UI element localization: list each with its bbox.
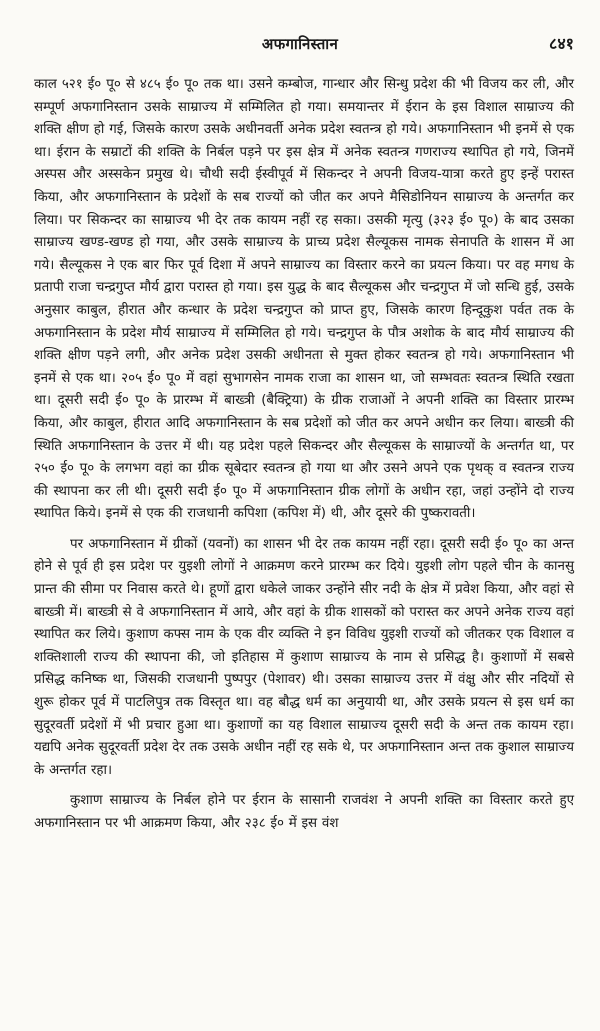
paragraph-sasanian-period: कुशाण साम्राज्य के निर्बल होने पर ईरान के सासानी राजवंश ने अपनी शक्ति का विस्तार करते हुए अफगानिस्तान पर भी आक्रमण किया, और २३८ ई० में इस वंश	[34, 793, 574, 831]
paragraph-kushan-period: पर अफगानिस्तान में ग्रीकों (यवनों) का शासन भी देर तक कायम नहीं रहा। दूसरी सदी ई० पू० का अन्त होने से पूर्व ही इस प्रदेश पर युइशी लोगों ने आक्रमण करने प्रारम्भ कर दिये। युइशी लोग पहले चीन के कानसु प्रान्त की सीमा पर निवास करते थे। हूणों द्वारा धकेले जाकर उन्होंने सीर नदी के क्षेत्र में प्रवेश किया, और वहां से बाख्त्री में। बाख्त्री से वे अफगानिस्तान में आये, और वहां के ग्रीक शासकों को परास्त कर अपने अनेक राज्य वहां स्थापित कर लिये। कुशाण कफ्स नाम के एक वीर व्यक्ति ने इन विविध युइशी राज्यों को जीतकर एक विशाल व शक्तिशाली राज्य की स्थापना की, जो इतिहास में कुशाण साम्राज्य के नाम से प्रसिद्ध है। कुशाणों में सबसे प्रसिद्ध कनिष्क था, जिसकी राजधानी पुष्पपुर (पेशावर) थी। उसका साम्राज्य उत्तर में वंक्षु और सीर नदियों से शुरू होकर पूर्व में पाटलिपुत्र तक विस्तृत था। वह बौद्ध धर्म का अनुयायी था, और उसके प्रयत्न से इस धर्म का सुदूरवर्ती प्रदेशों में भी प्रचार हुआ था। कुशाणों का यह विशाल साम्राज्य दूसरी सदी के अन्त तक कायम रहा। यद्यपि अनेक सुदूरवर्ती प्रदेश देर तक उसके अधीन नहीं रह सके थे, पर अफगानिस्तान अन्त तक कुशाल साम्राज्य के अन्तर्गत रहा।	[34, 536, 574, 778]
body-text	[34, 74, 574, 836]
page-number: ८४१	[549, 34, 574, 53]
page-header	[0, 34, 600, 60]
running-title: अफगानिस्तान	[261, 35, 339, 53]
paragraph-persian-greek-period: काल ५२१ ई० पू० से ४८५ ई० पू० तक था। उसने कम्बोज, गान्धार और सिन्धु प्रदेश की भी विजय कर ली, और सम्पूर्ण अफगानिस्तान उसके साम्राज्य में सम्मिलित हो गया। समयान्तर में ईरान के इस विशाल साम्राज्य की शक्ति क्षीण हो गई, जिसके कारण उसके अधीनवर्ती अनेक प्रदेश स्वतन्त्र हो गये। अफगानिस्तान भी इनमें से एक था। ईरान के सम्राटों की शक्ति के निर्बल पड़ने पर इस क्षेत्र में अनेक स्वतन्त्र गणराज्य स्थापित हो गये, जिनमें अस्पस और अस्सकेन प्रमुख थे। चौथी सदी ईस्वीपूर्व में सिकन्दर ने अपनी विजय-यात्रा करते हुए इन्हें परास्त किया, और अफगानिस्तान के प्रदेशों के सब राज्यों को जीत कर अपने मैसिडोनियन साम्राज्य के अन्तर्गत कर लिया। पर सिकन्दर का साम्राज्य भी देर तक कायम नहीं रह सका। उसकी मृत्यु (३२३ ई० पू०) के बाद उसका साम्राज्य खण्ड-खण्ड हो गया, और उसके साम्राज्य के प्राच्य प्रदेश सैल्यूकस नामक सेनापति के शासन में आ गये। सैल्यूकस ने एक बार फिर पूर्व दिशा में अपने साम्राज्य का विस्तार करने का प्रयत्न किया। पर वह मगध के प्रतापी राजा चन्द्रगुप्त मौर्य द्वारा परास्त हो गया। इस युद्ध के बाद सैल्यूकस और चन्द्रगुप्त में जो सन्धि हुई, उसके अनुसार काबुल, हीरात और कन्धार के प्रदेश चन्द्रगुप्त को प्राप्त हुए, जिसके कारण हिन्दूकुश पर्वत तक के अफगानिस्तान के प्रदेश मौर्य साम्राज्य में सम्मिलित हो गये। चन्द्रगुप्त के पौत्र अशोक के बाद मौर्य साम्राज्य की शक्ति क्षीण पड़ने लगी, और अनेक प्रदेश उसकी अधीनता से मुक्त होकर स्वतन्त्र हो गये। अफगानिस्तान भी इनमें से एक था। २०५ ई० पू० में वहां सुभागसेन नामक राजा का शासन था, जो सम्भवतः स्वतन्त्र स्थिति रखता था। दूसरी सदी ई० पू० के प्रारम्भ में बाख्त्री (बैक्ट्रिया) के ग्रीक राजाओं ने अपनी शक्ति का विस्तार प्रारम्भ किया, और काबुल, हीरात आदि अफगानिस्तान के सब प्रदेशों को जीत कर अपने अधीन कर लिया। बाख्त्री की स्थिति अफगानिस्तान के उत्तर में थी। यह प्रदेश पहले सिकन्दर और सैल्यूकस के साम्राज्यों के अन्तर्गत था, पर २५० ई० पू० के लगभग वहां का ग्रीक सूबेदार स्वतन्त्र हो गया था और उसने अपने एक पृथक् व स्वतन्त्र राज्य की स्थापना कर ली थी। दूसरी सदी ई० पू० में अफगानिस्तान ग्रीक लोगों के अधीन रहा, जहां उन्होंने दो राज्य स्थापित किये। इनमें से एक की राजधानी कपिशा (कपिश में) थी, और दूसरे की पुष्करावती।	[34, 77, 574, 522]
